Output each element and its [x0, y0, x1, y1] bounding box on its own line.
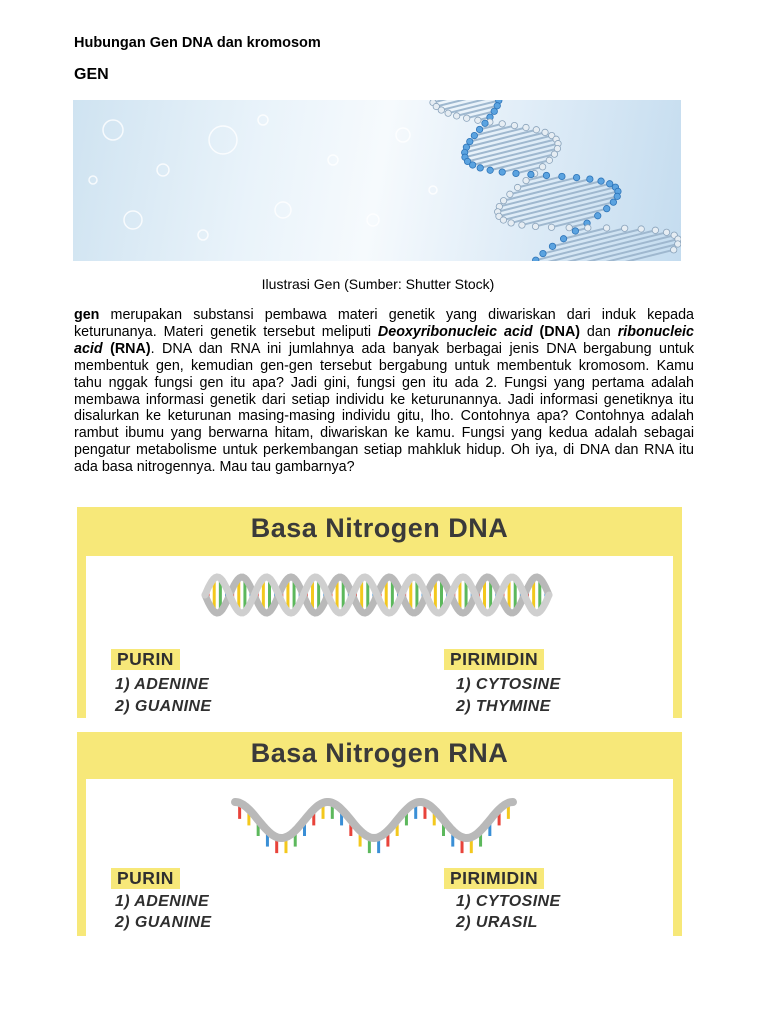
helix-node [511, 122, 517, 128]
helix-node [445, 110, 451, 116]
card-title: Basa Nitrogen DNA [250, 513, 509, 543]
helix-node [675, 241, 681, 247]
helix-node [499, 121, 505, 127]
helix-node [546, 157, 552, 163]
rna-nitrogen-base-card [77, 732, 682, 936]
purin-item-1: 1) ADENINE [115, 676, 210, 693]
helix-node [477, 165, 483, 171]
helix-node [471, 132, 477, 138]
helix-node [551, 151, 557, 157]
helix-node [532, 223, 538, 229]
helix-node [585, 225, 591, 231]
purin-item-1: 1) ADENINE [115, 893, 210, 910]
helix-node [540, 250, 546, 256]
pirimidin-item-1: 1) CYTOSINE [456, 676, 561, 693]
lead-term: gen [74, 307, 100, 323]
helix-node [453, 113, 459, 119]
paragraph-text-1: merupakan substansi pembawa materi genetik yang diwariskan dari induk kepada keturunanya. Materi genetik tersebut meliputi [74, 307, 694, 340]
helix-node [573, 174, 579, 180]
helix-node [533, 127, 539, 133]
helix-node [523, 177, 529, 183]
paragraph-text-2: dan [580, 323, 618, 340]
helix-node [542, 129, 548, 135]
bubble [198, 230, 208, 240]
section-title: GEN [74, 66, 109, 83]
bubble [367, 214, 379, 226]
helix-node [438, 107, 444, 113]
helix-node [475, 117, 481, 123]
purin-item-2: 2) GUANINE [115, 914, 212, 931]
body-paragraph [74, 307, 694, 476]
bubble [209, 126, 237, 154]
helix-node [548, 224, 554, 230]
figure-caption: Ilustrasi Gen (Sumber: Shutter Stock) [261, 276, 495, 292]
abbr-rna: (RNA) [110, 340, 151, 357]
pirimidin-item-2: 2) THYMINE [456, 698, 551, 715]
helix-node [508, 220, 514, 226]
dna-nitrogen-base-card [77, 507, 682, 718]
helix-node [607, 181, 613, 187]
bubble [328, 155, 338, 165]
helix-node [566, 224, 572, 230]
term-rna: ribonucleic acid [74, 323, 694, 357]
bubble [275, 202, 291, 218]
helix-node [539, 164, 545, 170]
helix-node [587, 176, 593, 182]
helix-node [549, 243, 555, 249]
helix-node [670, 247, 676, 253]
helix-node [476, 126, 482, 132]
helix-rung [543, 229, 641, 254]
gene-illustration [73, 100, 681, 261]
helix-node [533, 257, 539, 261]
helix-rung [466, 130, 536, 147]
helix-node [499, 169, 505, 175]
helix-node [663, 229, 669, 235]
helix-node [572, 228, 578, 234]
pirimidin-item-2: 2) URASIL [456, 914, 538, 931]
bubble [89, 176, 97, 184]
bubble [124, 211, 142, 229]
bubble [429, 186, 437, 194]
helix-node [514, 184, 520, 190]
pirimidin-label: PIRIMIDIN [444, 868, 544, 889]
helix-node [603, 225, 609, 231]
paragraph-text-3: . DNA dan RNA ini jumlahnya ada banyak berbagai jenis DNA bergabung untuk membentuk gen, kemudian gen-gen tersebut bergabung untuk membentuk kromosom. Kamu tahu nggak fungsi gen itu apa? Jadi gini, fungsi gen itu ada 2. Fungsi yang pertama adalah membawa informasi genetik dari setiap individu ke keturunannya. Jadi informasi genetiknya itu disalurkan ke keturunan masing-masing individu gitu, lho. Contohnya apa? Contohnya adalah rambut ibumu yang berwarna hitam, diwariskan ke kamu. Fungsi yang kedua adalah sebagai pengatur metabolisme untuk perkembangan setiap mahkluk hidup. Oh iya, di DNA dan RNA itu ada basa nitrogennya. Mau tau gambarnya? [74, 340, 694, 476]
purin-label: PURIN [111, 868, 180, 889]
abbr-dna: (DNA) [539, 323, 581, 340]
purin-item-2: 2) GUANINE [115, 698, 212, 715]
helix-node [487, 167, 493, 173]
helix-node [500, 217, 506, 223]
rna-strand [235, 802, 513, 838]
helix-node [463, 115, 469, 121]
helix-node [500, 197, 506, 203]
purin-label: PURIN [111, 649, 180, 670]
helix-node [543, 172, 549, 178]
helix-node [652, 227, 658, 233]
helix-node [523, 124, 529, 130]
bubble [396, 128, 410, 142]
helix-node [491, 108, 497, 114]
pirimidin-item-1: 1) CYTOSINE [456, 893, 561, 910]
helix-node [469, 162, 475, 168]
term-dna: Deoxyribonucleic acid [377, 323, 533, 340]
helix-node [482, 120, 488, 126]
helix-node [621, 225, 627, 231]
helix-node [559, 173, 565, 179]
helix-node [560, 236, 566, 242]
helix-node [467, 138, 473, 144]
helix-node [610, 199, 616, 205]
helix-node [604, 205, 610, 211]
bubble [157, 164, 169, 176]
bubble [103, 120, 123, 140]
helix-node [507, 191, 513, 197]
card-title: Basa Nitrogen RNA [250, 738, 509, 768]
bubble [258, 115, 268, 125]
helix-node [614, 193, 620, 199]
pirimidin-label: PIRIMIDIN [444, 649, 544, 670]
dna-helix-illustration [73, 100, 681, 261]
helix-node [638, 226, 644, 232]
helix-node [528, 171, 534, 177]
helix-node [598, 178, 604, 184]
helix-node [519, 222, 525, 228]
helix-node [513, 170, 519, 176]
helix-node [595, 213, 601, 219]
doc-title: Hubungan Gen DNA dan kromosom [74, 35, 321, 51]
